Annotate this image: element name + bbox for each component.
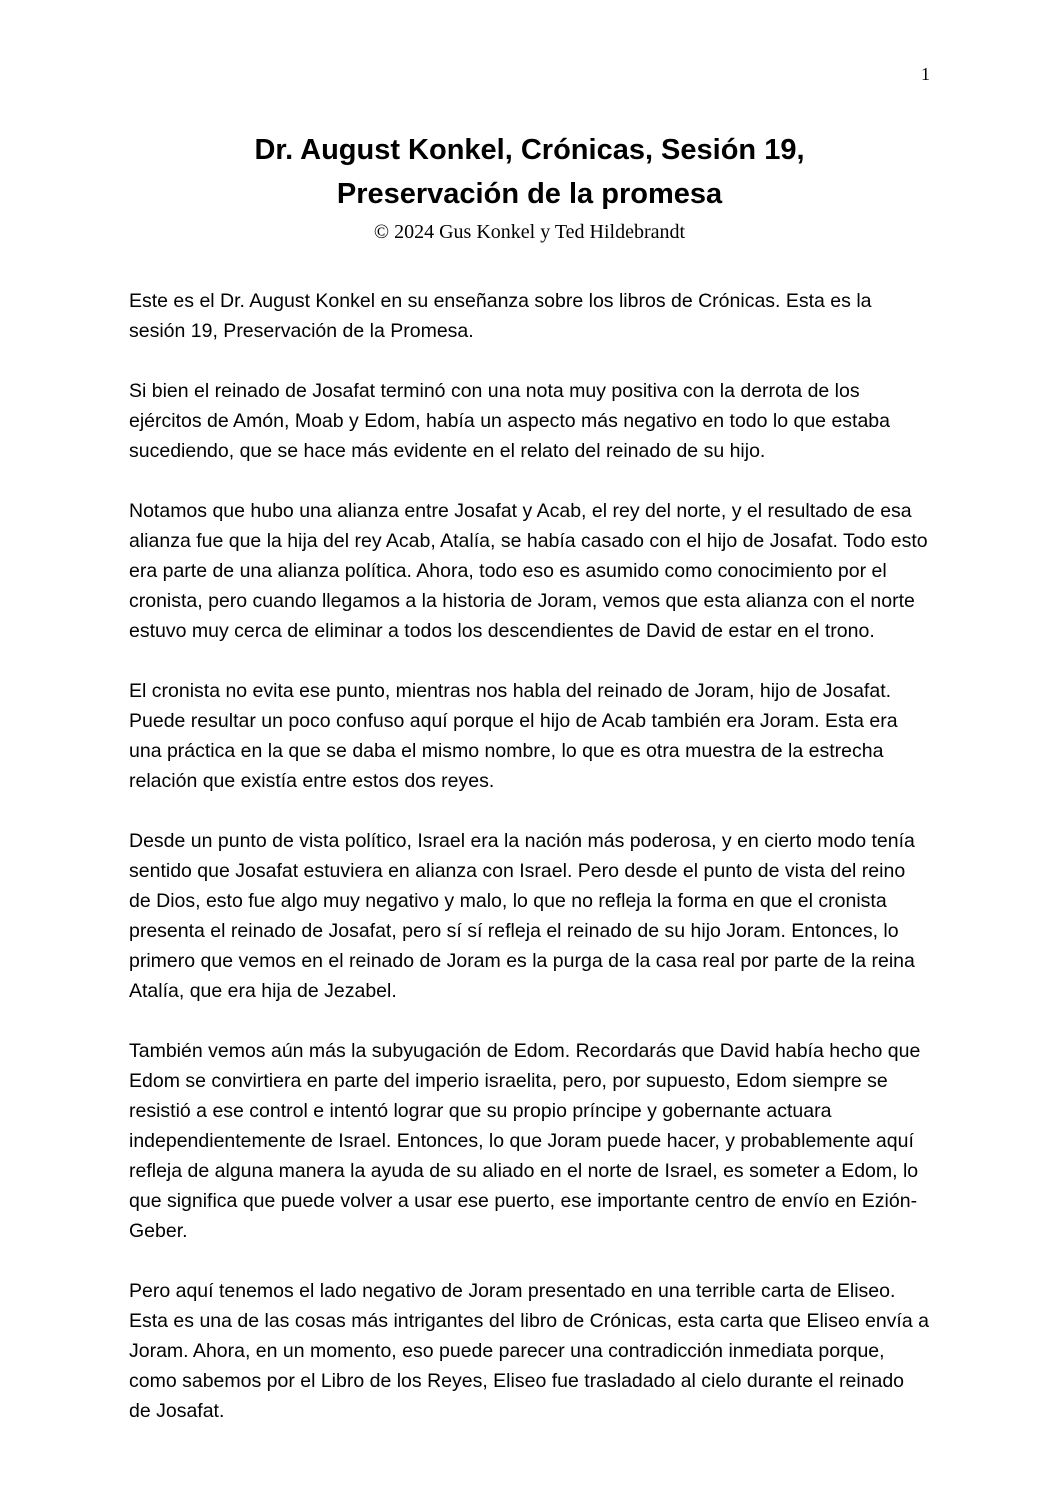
document-title — [129, 128, 930, 216]
copyright-line: © 2024 Gus Konkel y Ted Hildebrandt — [373, 221, 686, 243]
document-title-line-2: Preservación de la promesa — [336, 178, 723, 210]
paragraph: Notamos que hubo una alianza entre Josafat y Acab, el rey del norte, y el resultado de esa alianza fue que la hija del rey Acab, Atalía, se había casado con el hijo de Josafat. Todo esto era parte de una alianza política. Ahora, todo eso es asumido como conocimiento por el cronista, pero cuando llegamos a la historia de Joram, vemos que esta alianza con el norte estuvo muy cerca de eliminar a todos los descendientes de David de estar en el trono. — [129, 500, 928, 642]
paragraph: También vemos aún más la subyugación de Edom. Recordarás que David había hecho que Edom se convirtiera en parte del imperio israelita, pero, por supuesto, Edom siempre se resistió a ese control e intentó lograr que su propio príncipe y gobernante actuara independientemente de Israel. Entonces, lo que Joram puede hacer, y probablemente aquí refleja de alguna manera la ayuda de su aliado en el norte de Israel, es someter a Edom, lo que significa que puede volver a usar ese puerto, ese importante centro de envío en Ezión-Geber. — [129, 1040, 921, 1242]
paragraph-container — [129, 286, 930, 1426]
paragraph: Pero aquí tenemos el lado negativo de Joram presentado en una terrible carta de Eliseo. Esta es una de las cosas más intrigantes del libro de Crónicas, esta carta que Eliseo envía a Joram. Ahora, en un momento, eso puede parecer una contradicción inmediata porque, como sabemos por el Libro de los Reyes, Eliseo fue trasladado al cielo durante el reinado de Josafat. — [129, 1280, 929, 1422]
document-title-line-1: Dr. August Konkel, Crónicas, Sesión 19, — [254, 134, 805, 166]
page-number: 1 — [921, 64, 930, 84]
paragraph: Este es el Dr. August Konkel en su enseñanza sobre los libros de Crónicas. Esta es la sesión 19, Preservación de la Promesa. — [129, 290, 872, 342]
paragraph: Desde un punto de vista político, Israel era la nación más poderosa, y en cierto modo tenía sentido que Josafat estuviera en alianza con Israel. Pero desde el punto de vista del reino de Dios, esto fue algo muy negativo y malo, lo que no refleja la forma en que el cronista presenta el reinado de Josafat, pero sí sí refleja el reinado de su hijo Joram. Entonces, lo primero que vemos en el reinado de Joram es la purga de la casa real por parte de la reina Atalía, que era hija de Jezabel. — [129, 830, 915, 1002]
paragraph: El cronista no evita ese punto, mientras nos habla del reinado de Joram, hijo de Josafat. Puede resultar un poco confuso aquí porque el hijo de Acab también era Joram. Esta era una práctica en la que se daba el mismo nombre, lo que es otra muestra de la estrecha relación que existía entre estos dos reyes. — [129, 680, 898, 792]
paragraph: Si bien el reinado de Josafat terminó con una nota muy positiva con la derrota de los ejércitos de Amón, Moab y Edom, había un aspecto más negativo en todo lo que estaba sucediendo, que se hace más evidente en el relato del reinado de su hijo. — [129, 380, 890, 462]
